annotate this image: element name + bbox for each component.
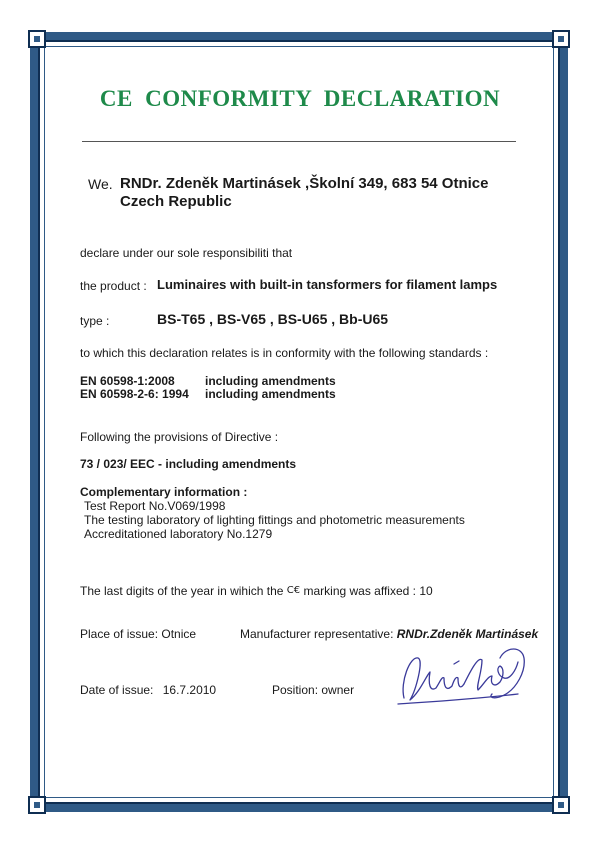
complementary-line: Test Report No.V069/1998 — [84, 499, 226, 513]
standard-note: including amendments — [205, 374, 336, 388]
handwritten-signature — [396, 642, 532, 712]
standard-code: EN 60598-1:2008 — [80, 374, 175, 388]
complementary-line: The testing laboratory of lighting fittings and photometric measurements — [84, 513, 465, 527]
product-value: Luminaires with built-in tansformers for filament lamps — [157, 277, 498, 292]
date-value: 16.7.2010 — [162, 683, 217, 697]
place-of-issue — [80, 627, 196, 641]
manufacturer-value: RNDr.Zdeněk Martinásek — [396, 627, 539, 641]
declare-text: declare under our sole responsibiliti that — [80, 246, 293, 260]
type-value: BS-T65 , BS-V65 , BS-U65 , Bb-U65 — [157, 311, 389, 327]
position — [272, 683, 354, 697]
product-label: the product : — [80, 279, 147, 293]
standard-note: including amendments — [205, 387, 336, 401]
directive-intro: Following the provisions of Directive : — [80, 430, 279, 444]
frame-corner-bottom-right — [552, 796, 570, 814]
last-digits-text-before: The last digits of the year in wihich the — [80, 584, 284, 598]
position-value: owner — [321, 683, 355, 697]
title-rule — [82, 141, 516, 142]
frame-corner-top-right — [552, 30, 570, 48]
complementary-heading: Complementary information : — [80, 485, 248, 499]
last-digits-text-after: marking was affixed : 10 — [303, 584, 433, 598]
directive-value: 73 / 023/ EEC - including amendments — [80, 457, 297, 471]
date-label: Date of issue: — [80, 683, 154, 697]
manufacturer-address-line1: RNDr. Zdeněk Martinásek ,Školní 349, 683 54 Otnice — [120, 175, 489, 192]
frame-corner-top-left — [28, 30, 46, 48]
complementary-line: Accreditationed laboratory No.1279 — [84, 527, 273, 541]
position-label: Position: — [272, 683, 319, 697]
manufacturer-label: Manufacturer representative: — [240, 627, 394, 641]
type-label: type : — [80, 314, 110, 328]
place-label: Place of issue: — [80, 627, 159, 641]
place-value: Otnice — [161, 627, 197, 641]
last-digits-line — [80, 584, 433, 598]
date-of-issue — [80, 683, 216, 697]
standard-code: EN 60598-2-6: 1994 — [80, 387, 189, 401]
conformity-text: to which this declaration relates is in conformity with the following standards : — [80, 346, 489, 360]
we-label: We. — [88, 176, 113, 192]
ce-mark-icon: C€ — [286, 585, 301, 596]
manufacturer-representative — [240, 627, 538, 641]
manufacturer-address-line2: Czech Republic — [120, 193, 232, 210]
document-title: CE CONFORMITY DECLARATION — [99, 86, 501, 111]
frame-corner-bottom-left — [28, 796, 46, 814]
